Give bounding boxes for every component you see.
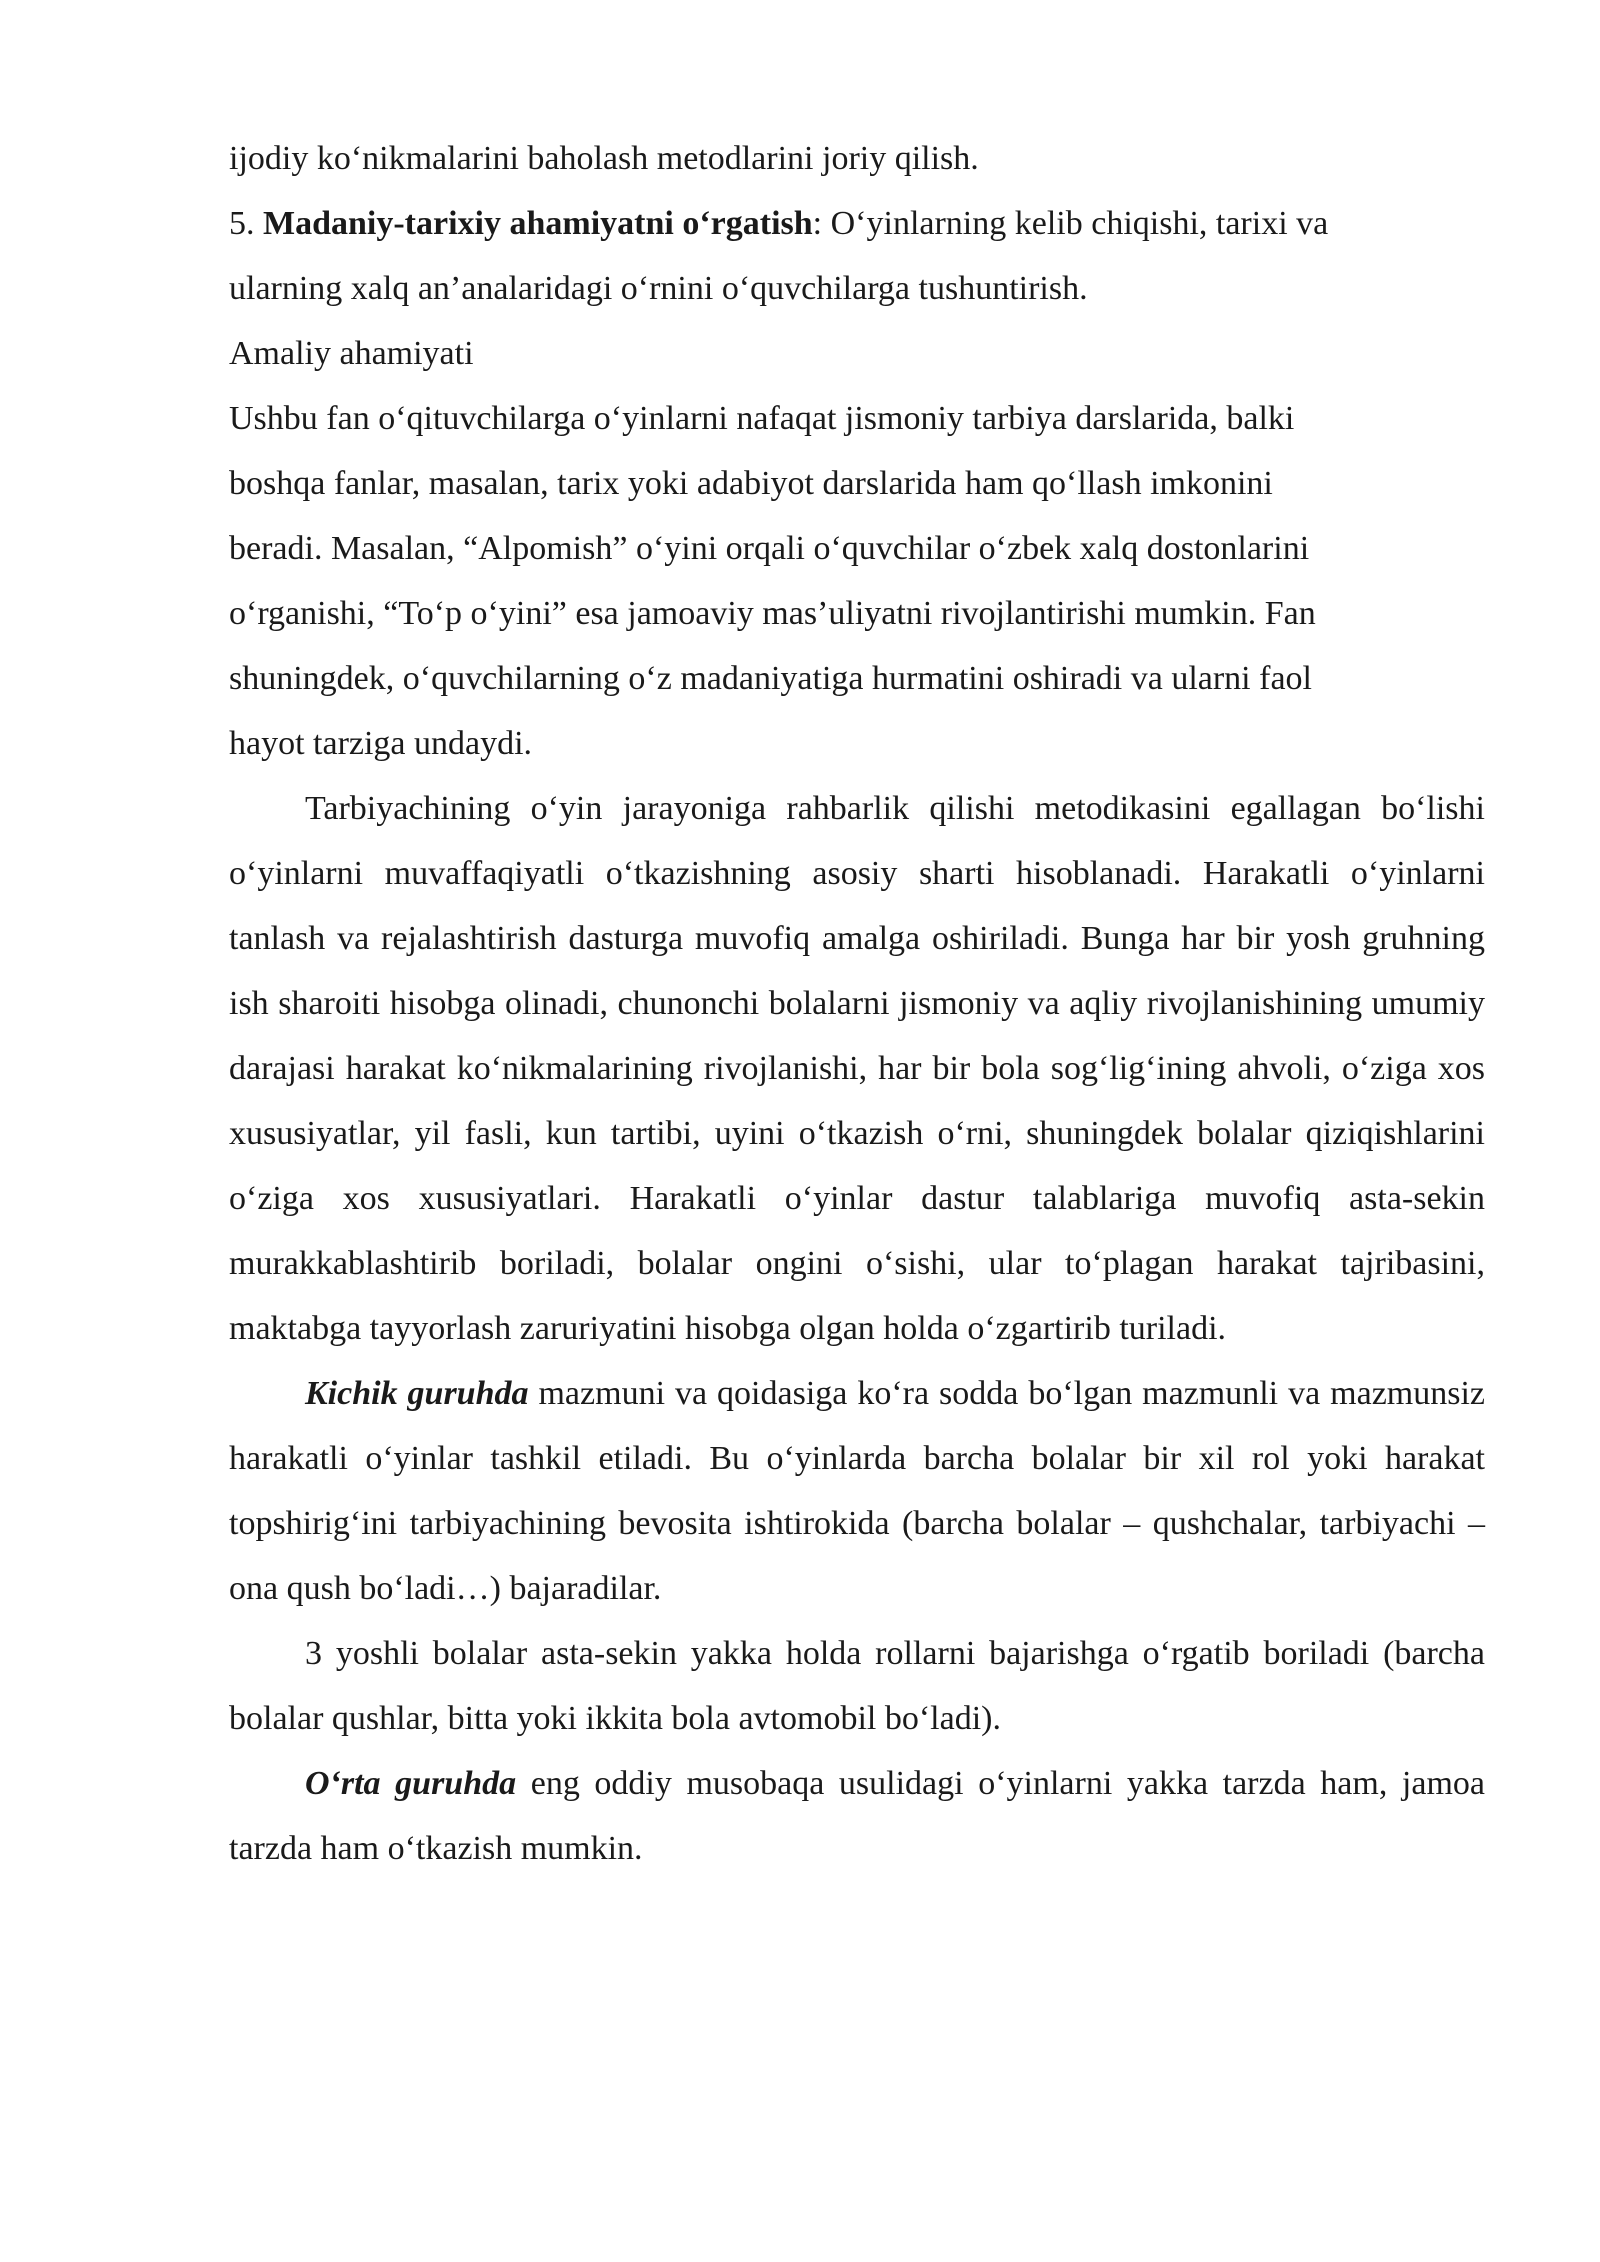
numbered-item-5-line2: ularning xalq an’analaridagi o‘rnini o‘quvchilarga tushuntirish.: [229, 270, 1088, 307]
numbered-item-5: [229, 191, 1485, 256]
paragraph-text: eng oddiy musobaqa usulidagi o‘yinlarni yakka tarzda ham, jamoa tarzda ham o‘tkazish mumkin.: [229, 1765, 1486, 1867]
paragraph-line: Ushbu fan o‘qituvchilarga o‘yinlarni nafaqat jismoniy tarbiya darslarida, balki: [229, 400, 1295, 437]
item-bold-title: Madaniy-tarixiy ahamiyatni o‘rgatish: [263, 205, 813, 242]
paragraph-middle-group: [229, 1751, 1485, 1881]
paragraph-small-group: [229, 1361, 1485, 1621]
paragraph-line: o‘rganishi, “To‘p o‘yini” esa jamoaviy mas’uliyatni rivojlantirishi mumkin. Fan: [229, 595, 1316, 632]
paragraph-methodology: Tarbiyachining o‘yin jarayoniga rahbarlik qilishi metodikasini egallagan bo‘lishi o‘yinlarni muvaffaqiyatli o‘tkazishning asosiy sharti hisoblanadi. Harakatli o‘yinlarni tanlash va rejalashtirish dasturga muvofiq amalga oshiriladi. Bunga har bir yosh gruhning ish sharoiti hisobga olinadi, chunonchi bolalarni jismoniy va aqliy rivojlanishining umumiy darajasi harakat ko‘nikmalarining rivojlanishi, har bir bola sog‘lig‘ining ahvoli, o‘ziga xos xususiyatlar, yil fasli, kun tartibi, uyini o‘tkazish o‘rni, shuningdek bolalar qiziqishlarini o‘ziga xos xususiyatlari. Harakatli o‘yinlar dastur talablariga muvofiq asta-sekin murakkablashtirib boriladi, bolalar ongini o‘sishi, ular to‘plagan harakat tajribasini, maktabga tayyorlash zaruriyatini hisobga olgan holda o‘zgartirib turiladi.: [229, 790, 1485, 1347]
paragraph-line: beradi. Masalan, “Alpomish” o‘yini orqali o‘quvchilar o‘zbek xalq dostonlarini: [229, 530, 1310, 567]
paragraph-line: hayot tarziga undaydi.: [229, 725, 533, 762]
section-heading: Amaliy ahamiyati: [229, 335, 474, 372]
document-page: [229, 126, 1485, 1881]
paragraph-text: mazmuni va qoidasiga ko‘ra sodda bo‘lgan mazmunli va mazmunsiz harakatli o‘yinlar tashkil etiladi. Bu o‘yinlarda barcha bolalar bir xil rol yoki harakat topshirig‘ini tarbiyachining bevosita ishtirokida (barcha bolalar – qushchalar, tarbiyachi – ona qush bo‘ladi…) bajaradilar.: [229, 1375, 1486, 1607]
paragraph-line: boshqa fanlar, masalan, tarix yoki adabiyot darslarida ham qo‘llash imkonini: [229, 465, 1273, 502]
paragraph-line: shuningdek, o‘quvchilarning o‘z madaniyatiga hurmatini oshiradi va ularni faol: [229, 660, 1312, 697]
paragraph-three-year-olds: 3 yoshli bolalar asta-sekin yakka holda rollarni bajarishga o‘rgatib boriladi (barcha bolalar qushlar, bitta yoki ikkita bola avtomobil bo‘ladi).: [229, 1635, 1485, 1737]
item-text: : O‘yinlarning kelib chiqishi, tarixi va: [812, 205, 1329, 242]
term-small-group: Kichik guruhda: [305, 1375, 529, 1412]
term-middle-group: O‘rta guruhda: [305, 1765, 517, 1802]
item-number: 5.: [229, 205, 263, 242]
paragraph-continuation: ijodiy ko‘nikmalarini baholash metodlarini joriy qilish.: [229, 140, 979, 177]
